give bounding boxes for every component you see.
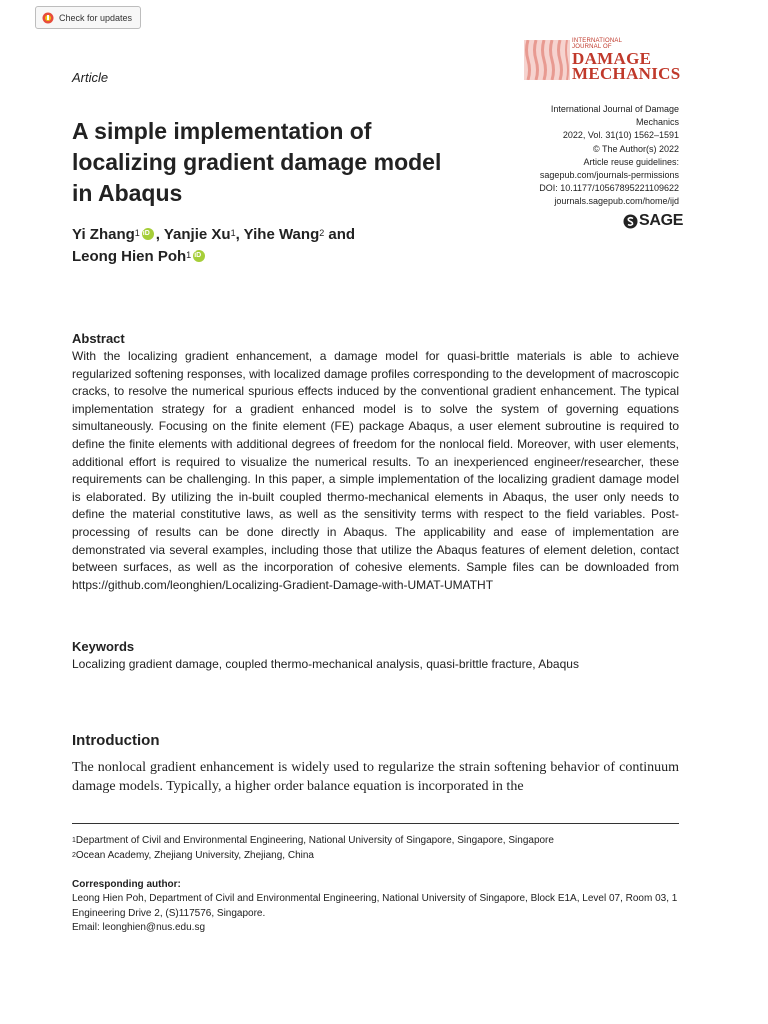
orcid-icon[interactable] bbox=[142, 228, 154, 240]
journal-permissions-link[interactable]: sagepub.com/journals-permissions bbox=[539, 170, 679, 181]
corresponding-heading: Corresponding author: bbox=[72, 879, 181, 890]
author-name: Leong Hien Poh bbox=[72, 248, 187, 265]
sage-logo-text: SAGE bbox=[639, 212, 684, 229]
sage-logo-icon bbox=[623, 214, 638, 229]
journal-info-line: Mechanics bbox=[635, 117, 679, 128]
author-affiliation-sup: 1 bbox=[186, 250, 192, 260]
journal-home-link[interactable]: journals.sagepub.com/home/ijd bbox=[554, 196, 679, 207]
author-affiliation-sup: 2 bbox=[319, 228, 325, 238]
journal-logo-damage: DAMAGE bbox=[572, 49, 652, 68]
introduction-text: The nonlocal gradient enhancement is widely used to regularize the strain softening behavior of continuum damage models. Typically, a higher order balance equation is incorporated in the bbox=[72, 760, 679, 794]
author-name: Yanjie Xu bbox=[163, 226, 231, 243]
corresponding-author bbox=[72, 878, 679, 935]
abstract-text: With the localizing gradient enhancement, a damage model for quasi-brittle materials is able to achieve regularized softening responses, with localized damage profiles corresponding to the development of macroscopic cracks, to resolve the numerical spurious effects induced by the conventional gradient enhancement. The typical implementation strategy for a gradient enhanced model is to solve the system of governing equations simultaneously. Focusing on the finite element (FE) package Abaqus, a user element subroutine is required to define the finite elements with additional degrees of freedom for the nonlocal field. Moreover, with user elements, additional effort is required to visualize the numerical results. To an inexperienced engineer/researcher, these requirements can be challenging. In this paper, a simple implementation of the localizing gradient damage model is elaborated. By utilizing the in-built coupled thermo-mechanical elements in Abaqus, the user only needs to define the material constitutive laws, as well as the sensitivity terms with respect to the field variables. Post-processing of results can be done directly in Abaqus. The applicability and ease of implementation are demonstrated via several examples, including those that utilize the Abaqus features of element deletion, contact between surfaces, as well as the incorporation of cohesive elements. Sample files can be downloaded from https://github.com/leonghien/Localizing-Gradient-Damage-with-UMAT-UMATHT bbox=[72, 349, 679, 592]
paper-title: A simple implementation of localizing gradient damage model in Abaqus bbox=[72, 118, 442, 206]
article-type: Article bbox=[72, 70, 109, 85]
author-name: Yihe Wang bbox=[243, 226, 320, 243]
introduction-heading: Introduction bbox=[72, 732, 160, 749]
check-for-updates-label: Check for updates bbox=[59, 12, 133, 23]
journal-info-line: Article reuse guidelines: bbox=[583, 156, 679, 167]
footnote-divider bbox=[72, 823, 679, 824]
affiliations bbox=[72, 834, 679, 863]
corresponding-address: Leong Hien Poh, Department of Civil and Environmental Engineering, National University of Singapore, Block E1A, Level 07, Room 03, 1 Engineering Drive 2, (S)117576, Singapore. bbox=[72, 893, 678, 919]
author-separator: , bbox=[235, 226, 244, 243]
author-list bbox=[72, 224, 472, 268]
check-for-updates-button[interactable] bbox=[35, 6, 141, 29]
journal-logo-mark bbox=[524, 40, 570, 80]
journal-info-line: 2022, Vol. 31(10) 1562–1591 bbox=[562, 130, 679, 141]
corresponding-email[interactable]: Email: leonghien@nus.edu.sg bbox=[72, 921, 206, 933]
journal-logo-intl: INTERNATIONAL JOURNAL OF bbox=[572, 38, 623, 50]
affiliation-item: $^1$Department of Civil and Environmental Engineering, National University of Singapore, Singapore, Singapore bbox=[72, 835, 554, 846]
affiliation-item: $^2$Ocean Academy, Zhejiang University, Zhejiang, China bbox=[72, 849, 314, 861]
author-separator: , bbox=[155, 226, 164, 243]
keywords-text: Localizing gradient damage, coupled thermo-mechanical analysis, quasi-brittle fracture, Abaqus bbox=[72, 657, 579, 671]
publisher-logo bbox=[623, 212, 683, 230]
author-affiliation-sup: 1 bbox=[134, 228, 140, 238]
doi-link[interactable]: DOI: 10.1177/10567895221109622 bbox=[539, 183, 679, 194]
check-updates-icon bbox=[42, 12, 54, 24]
journal-logo-mechanics: MECHANICS bbox=[572, 64, 681, 83]
journal-info-line: International Journal of Damage bbox=[550, 104, 679, 114]
abstract-heading: Abstract bbox=[72, 331, 125, 346]
journal-info-line: © The Author(s) 2022 bbox=[592, 143, 679, 154]
author-name: Yi Zhang bbox=[72, 226, 135, 243]
author-separator: and bbox=[324, 226, 356, 243]
journal-logo bbox=[524, 38, 684, 82]
author-affiliation-sup: 1 bbox=[230, 228, 236, 238]
keywords-heading: Keywords bbox=[72, 639, 135, 654]
orcid-icon[interactable] bbox=[193, 250, 205, 262]
journal-info bbox=[539, 103, 679, 209]
